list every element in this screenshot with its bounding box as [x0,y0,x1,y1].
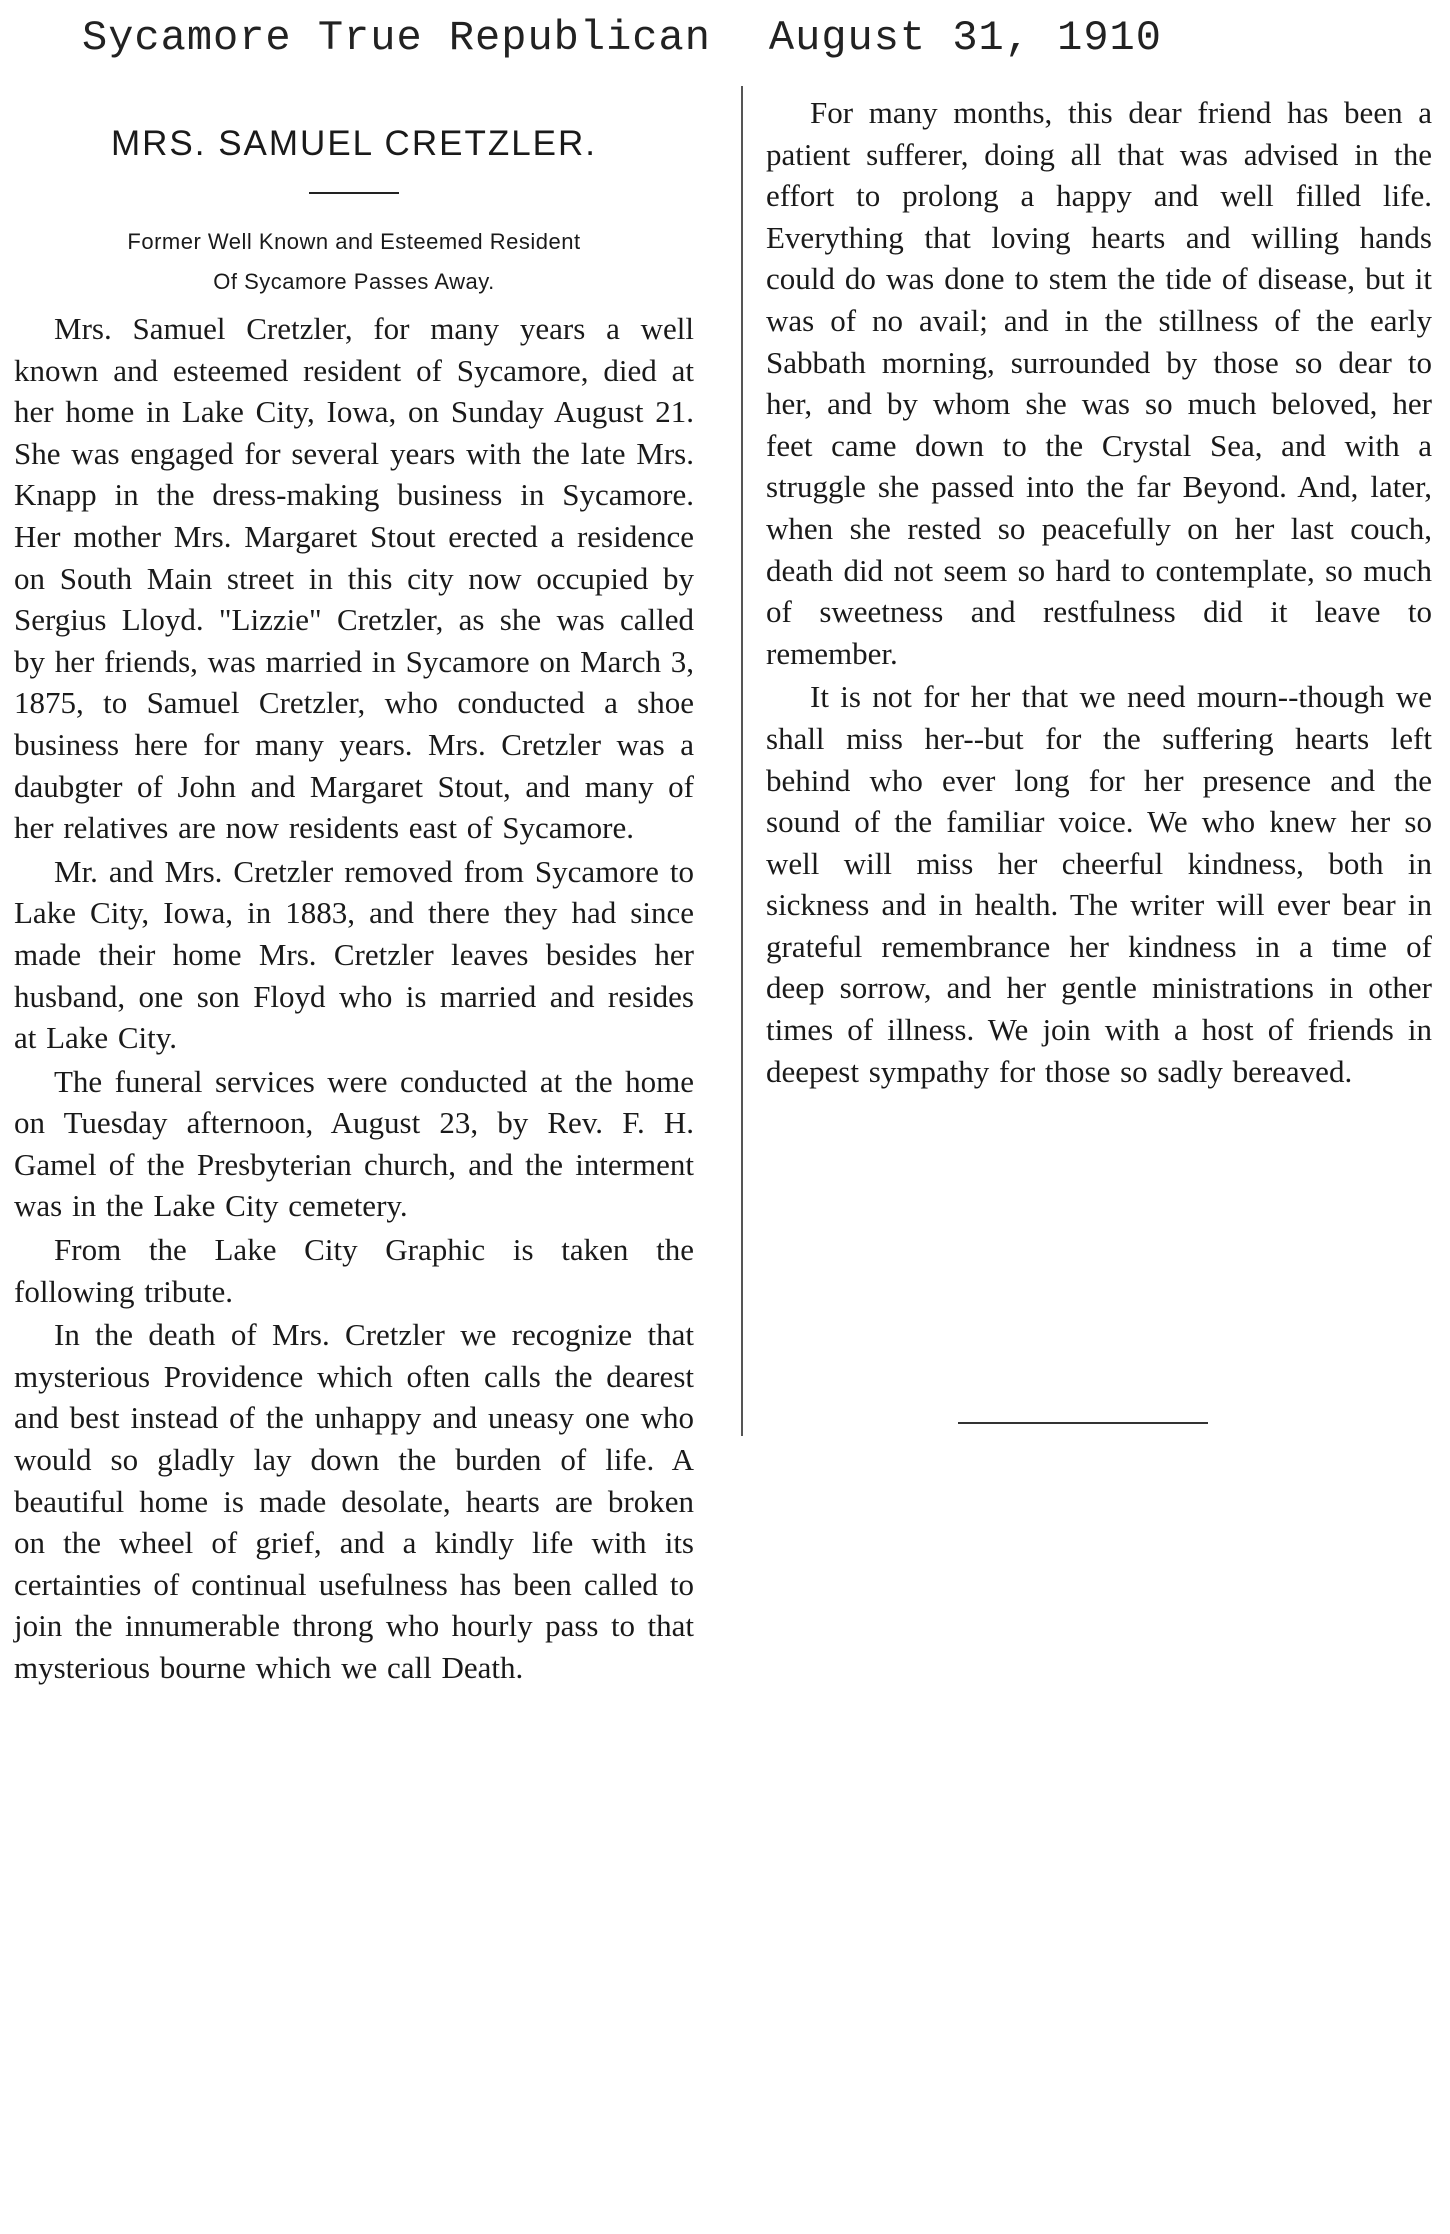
paragraph-tribute: In the death of Mrs. Cretzler we recognize that mysterious Providence which often calls the dearest and best instead of the unhappy and uneasy one who would so gladly lay down the burden of life. A beautiful home is made desolate, hearts are broken on the wheel of grief, and a kindly life with its certainties of continual usefulness has been called to join the innumerable throng who hourly pass to that mysterious bourne which we call Death. [14,1317,694,1685]
column-divider [741,86,743,1436]
article-end-rule [958,1422,1208,1424]
left-column [14,92,694,1689]
paragraph-mourn: It is not for her that we need mourn--though we shall miss her--but for the suffering hearts left behind who ever long for her presence and the sound of the familiar voice. We who knew her so well will miss her cheerful kindness, both in sickness and in health. The writer will ever bear in grateful remembrance her kindness in a time of deep sorrow, and her gentle ministrations in other times of illness. We join with a host of friends in deepest sympathy for those so sadly bereaved. [766,679,1432,1089]
paragraph-death-notice: Mrs. Samuel Cretzler, for many years a well known and esteemed resident of Sycamore, died at her home in Lake City, Iowa, on Sunday August 21. She was engaged for several years with the late Mrs. Knapp in the dress-making business in Sycamore. Her mother Mrs. Margaret Stout erected a residence on South Main street in this city now occupied by Sergius Lloyd. "Lizzie" Cretzler, as she was called by her friends, was married in Sycamore on March 3, 1875, to Samuel Cretzler, who conducted a shoe business here for many years. Mrs. Cretzler was a daubgter of John and Margaret Stout, and many of her relatives are now residents east of Sycamore. [14,311,694,846]
newspaper-name: Sycamore True Republican [82,14,711,62]
article-headline: MRS. SAMUEL CRETZLER. [110,124,598,163]
subhead-line: Of Sycamore Passes Away. [213,269,495,294]
headline-rule [309,192,399,194]
subhead-line: Former Well Known and Esteemed Resident [127,229,581,254]
right-column [766,92,1432,1092]
paragraph-removal: Mr. and Mrs. Cretzler removed from Sycamore to Lake City, Iowa, in 1883, and there they had since made their home Mrs. Cretzler leaves besides her husband, one son Floyd who is married and resides at Lake City. [14,853,694,1056]
paragraph-tribute-intro: From the Lake City Graphic is taken the following tribute. [14,1232,694,1309]
paragraph-sufferer: For many months, this dear friend has been a patient sufferer, doing all that was advised in the effort to prolong a happy and well filled life. Everything that loving hearts and willing hands could do was done to stem the tide of disease, but it was of no avail; and in the stillness of the early Sabbath morning, surrounded by those so dear to her, and by whom she was so much beloved, her feet came down to the Crystal Sea, and with a struggle she passed into the far Beyond. And, later, when she rested so peacefully on her last couch, death did not seem so hard to contemplate, so much of sweetness and restfulness did it leave to remember. [766,95,1432,671]
masthead [82,14,1382,62]
paragraph-funeral: The funeral services were conducted at the home on Tuesday afternoon, August 23, by Rev. F. H. Gamel of the Presbyterian church, and the interment was in the Lake City cemetery. [14,1063,694,1224]
article-subhead [24,222,684,302]
issue-date: August 31, 1910 [768,14,1162,62]
